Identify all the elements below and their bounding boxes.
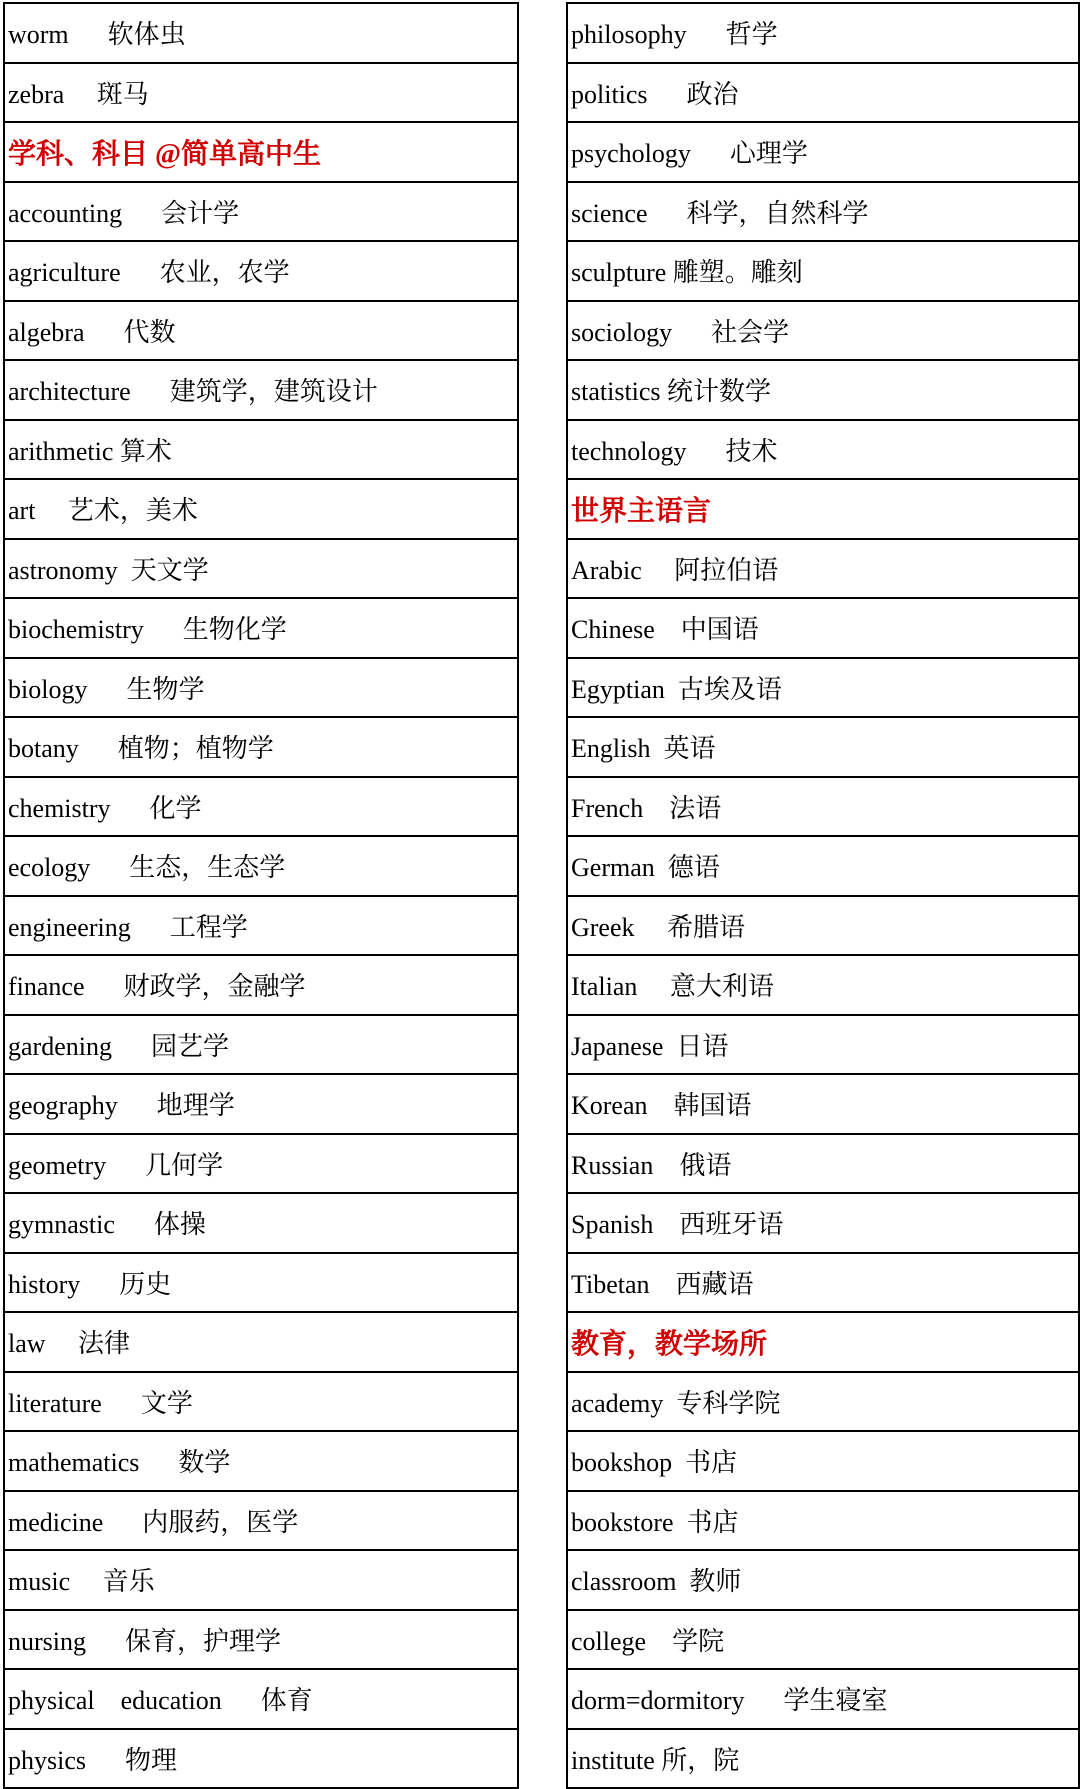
vocab-row: biochemistry 生物化学 — [5, 599, 517, 659]
vocab-row: English 英语 — [568, 718, 1078, 778]
vocab-row: sculpture 雕塑。雕刻 — [568, 242, 1078, 302]
vocab-row: botany 植物；植物学 — [5, 718, 517, 778]
vocab-row: psychology 心理学 — [568, 123, 1078, 183]
vocab-row: music 音乐 — [5, 1551, 517, 1611]
vocab-row: Chinese 中国语 — [568, 599, 1078, 659]
vocab-row: German 德语 — [568, 837, 1078, 897]
vocab-row: dorm=dormitory 学生寝室 — [568, 1670, 1078, 1730]
vocab-row: physical education 体育 — [5, 1670, 517, 1730]
vocab-row: chemistry 化学 — [5, 778, 517, 838]
vocab-row: geometry 几何学 — [5, 1135, 517, 1195]
section-heading: 教育，教学场所 — [568, 1313, 1078, 1373]
vocab-row: Greek 希腊语 — [568, 897, 1078, 957]
vocab-row: science 科学，自然科学 — [568, 183, 1078, 243]
vocab-row: Arabic 阿拉伯语 — [568, 540, 1078, 600]
vocab-row: medicine 内服药，医学 — [5, 1492, 517, 1552]
vocab-row: institute 所，院 — [568, 1730, 1078, 1789]
vocab-row: bookstore 书店 — [568, 1492, 1078, 1552]
section-heading: 学科、科目 @简单高中生 — [5, 123, 517, 183]
vocab-row: history 历史 — [5, 1254, 517, 1314]
vocab-row: bookshop 书店 — [568, 1432, 1078, 1492]
vocab-row: gardening 园艺学 — [5, 1016, 517, 1076]
vocab-row: literature 文学 — [5, 1373, 517, 1433]
vocab-row: Egyptian 古埃及语 — [568, 659, 1078, 719]
vocab-row: engineering 工程学 — [5, 897, 517, 957]
vocab-row: arithmetic 算术 — [5, 421, 517, 481]
vocab-row: worm 软体虫 — [5, 4, 517, 64]
vocab-row: Tibetan 西藏语 — [568, 1254, 1078, 1314]
vocab-row: mathematics 数学 — [5, 1432, 517, 1492]
vocab-row: Russian 俄语 — [568, 1135, 1078, 1195]
vocab-row: Spanish 西班牙语 — [568, 1194, 1078, 1254]
vocab-row: art 艺术，美术 — [5, 480, 517, 540]
vocab-row: law 法律 — [5, 1313, 517, 1373]
vocab-row: Korean 韩国语 — [568, 1075, 1078, 1135]
vocab-row: gymnastic 体操 — [5, 1194, 517, 1254]
vocab-row: technology 技术 — [568, 421, 1078, 481]
vocab-row: politics 政治 — [568, 64, 1078, 124]
vocab-row: finance 财政学，金融学 — [5, 956, 517, 1016]
vocab-row: French 法语 — [568, 778, 1078, 838]
right-vocab-column — [566, 2, 1080, 1789]
vocab-row: philosophy 哲学 — [568, 4, 1078, 64]
vocab-row: college 学院 — [568, 1611, 1078, 1671]
vocab-row: architecture 建筑学，建筑设计 — [5, 361, 517, 421]
vocab-row: nursing 保育，护理学 — [5, 1611, 517, 1671]
vocab-row: zebra 斑马 — [5, 64, 517, 124]
vocab-row: accounting 会计学 — [5, 183, 517, 243]
vocab-row: agriculture 农业，农学 — [5, 242, 517, 302]
vocab-row: Italian 意大利语 — [568, 956, 1078, 1016]
vocab-row: astronomy 天文学 — [5, 540, 517, 600]
vocab-row: Japanese 日语 — [568, 1016, 1078, 1076]
vocab-row: ecology 生态，生态学 — [5, 837, 517, 897]
vocab-row: academy 专科学院 — [568, 1373, 1078, 1433]
vocab-row: geography 地理学 — [5, 1075, 517, 1135]
vocab-row: algebra 代数 — [5, 302, 517, 362]
vocab-row: biology 生物学 — [5, 659, 517, 719]
vocab-row: classroom 教师 — [568, 1551, 1078, 1611]
left-vocab-column — [3, 2, 519, 1789]
section-heading: 世界主语言 — [568, 480, 1078, 540]
vocab-row: physics 物理 — [5, 1730, 517, 1789]
vocab-row: statistics 统计数学 — [568, 361, 1078, 421]
vocab-row: sociology 社会学 — [568, 302, 1078, 362]
